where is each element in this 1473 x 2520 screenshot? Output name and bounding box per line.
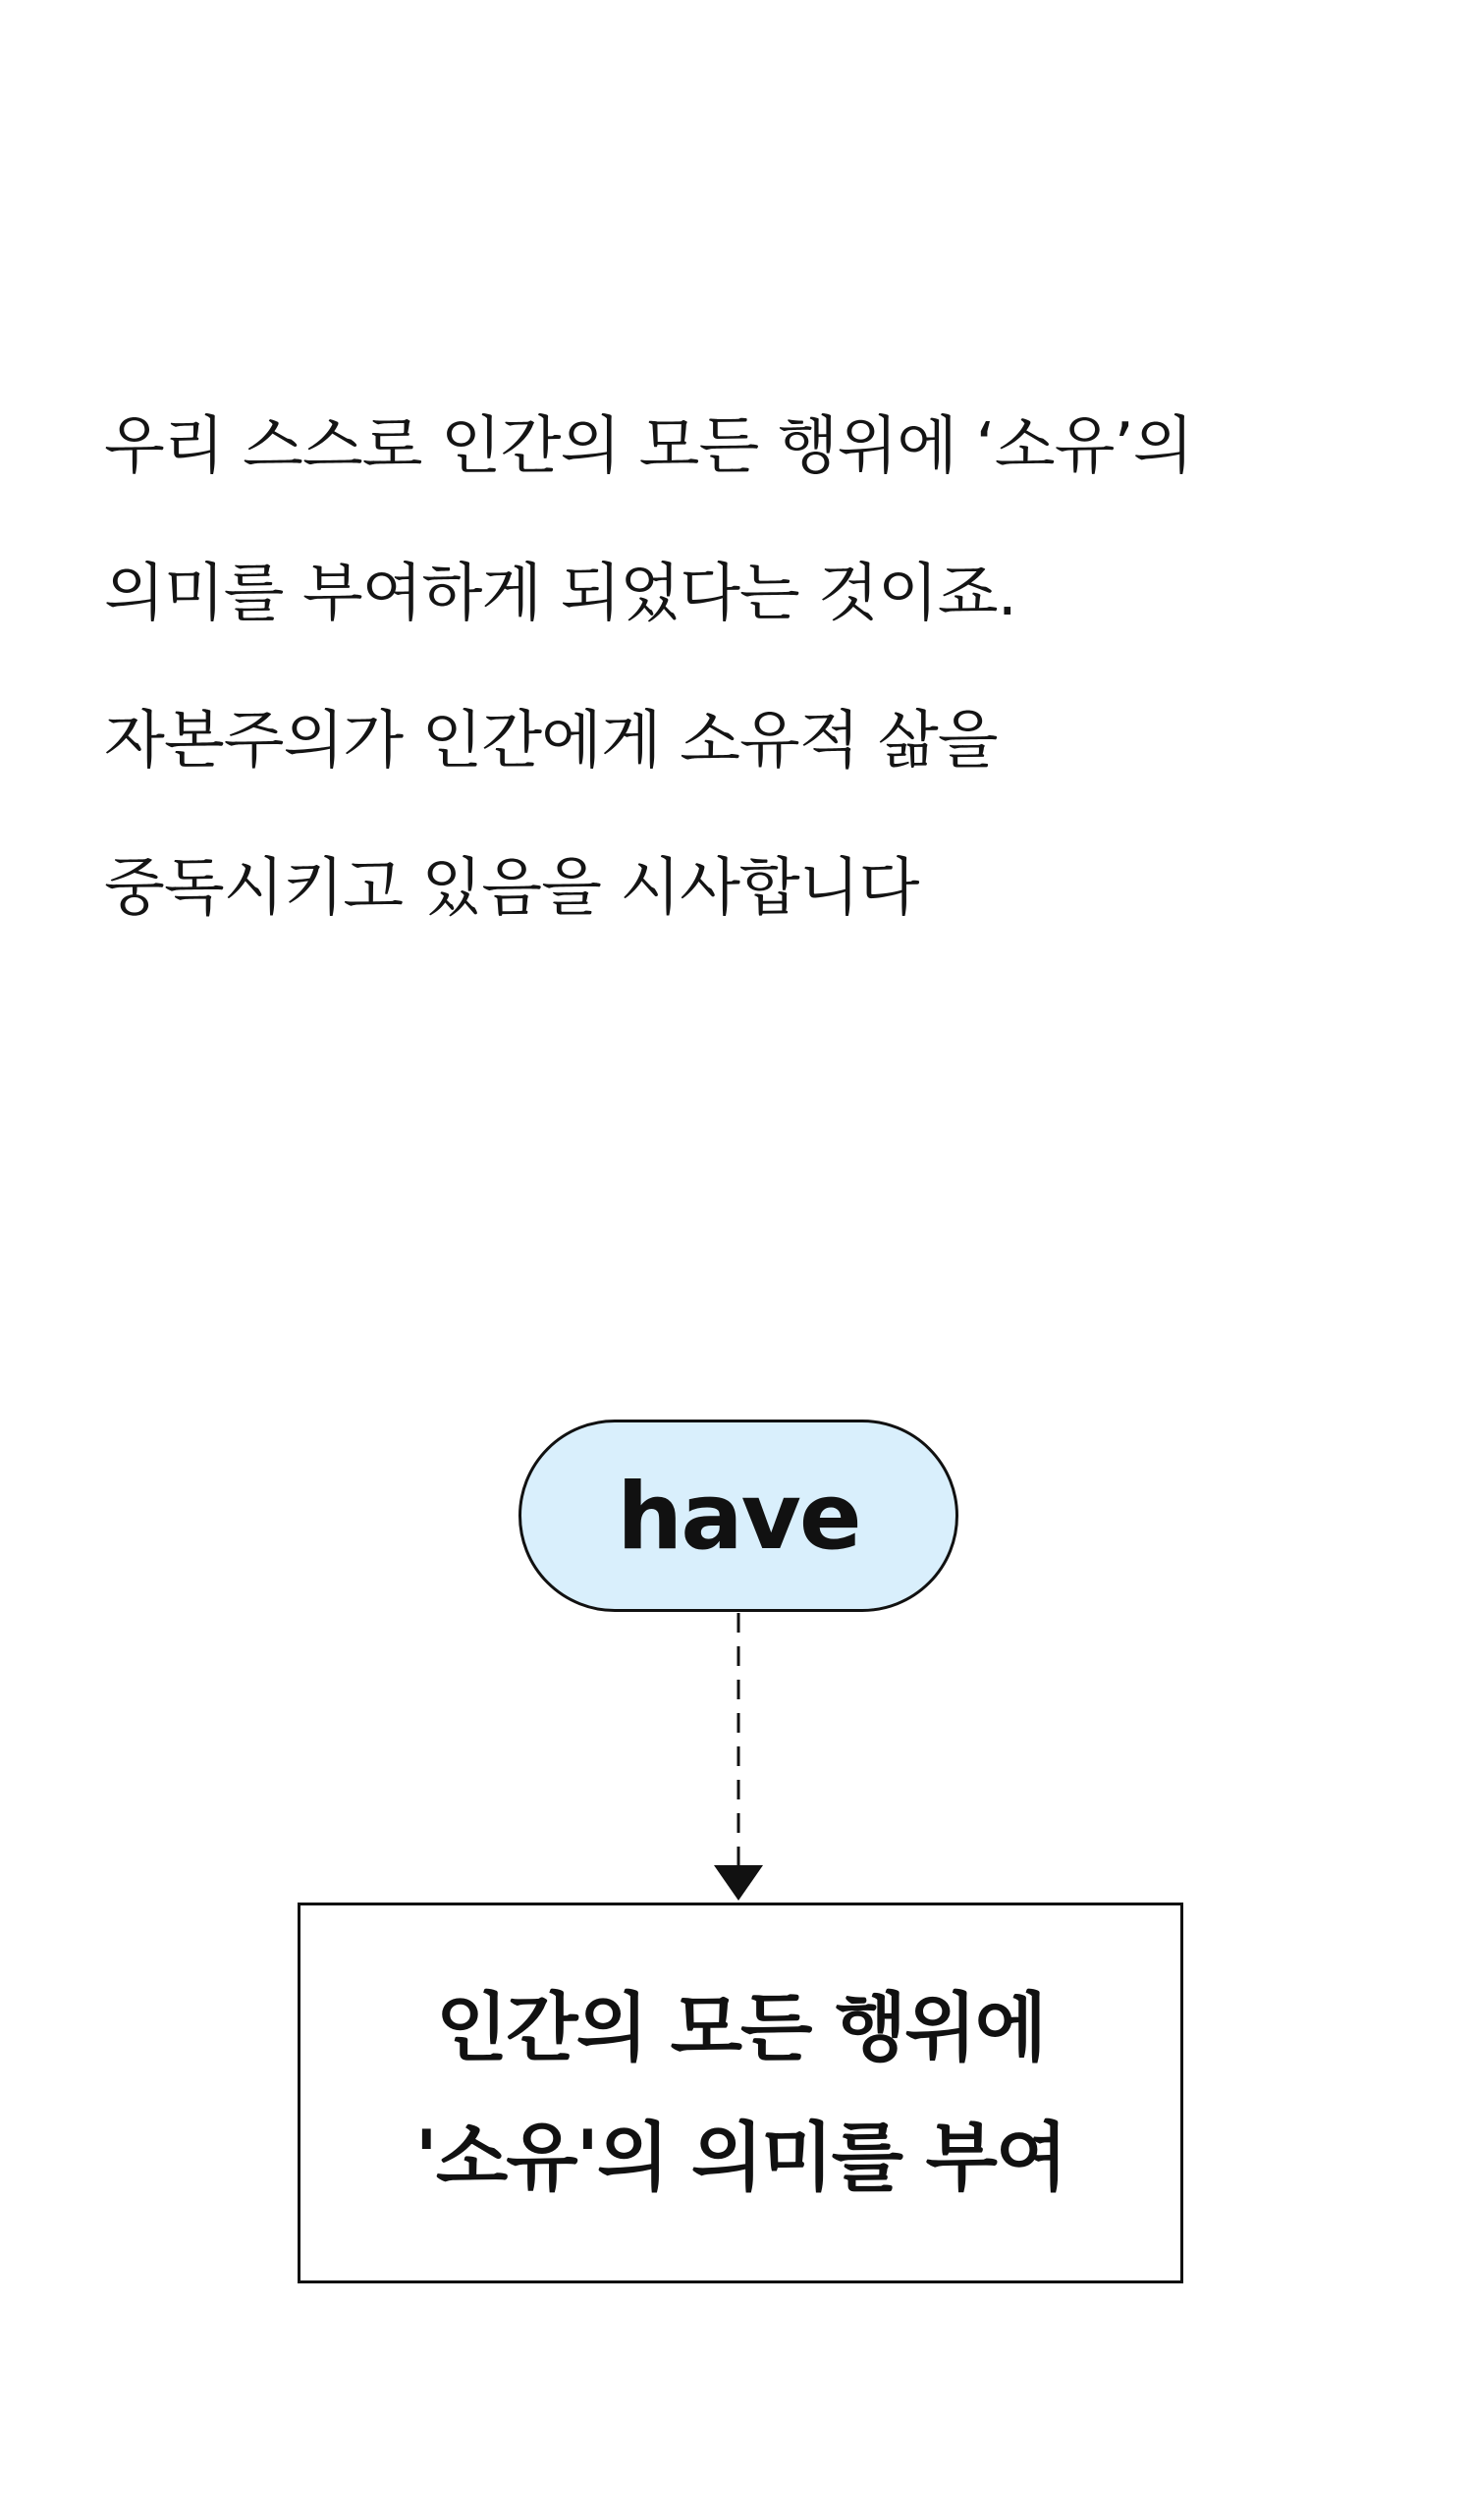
paragraph-line: 의미를 부여하게 되었다는 것이죠. bbox=[104, 558, 1016, 630]
paragraph-line: 우리 스스로 인간의 모든 행위에 ‘소유’의 bbox=[104, 410, 1193, 483]
paragraph-line: 자본주의가 인간에게 소유적 삶을 bbox=[104, 705, 998, 777]
body-paragraph bbox=[104, 373, 1400, 962]
ownership-meaning-line: 인간의 모든 행위에 bbox=[435, 1984, 1046, 2071]
ownership-meaning-line: '소유'의 의미를 부여 bbox=[414, 2114, 1066, 2201]
arrow-down-icon bbox=[714, 1865, 763, 1901]
have-node bbox=[518, 1420, 958, 1612]
ownership-meaning-node bbox=[298, 1903, 1183, 2283]
paragraph-line: 중독시키고 있음을 시사합니다 bbox=[104, 852, 919, 925]
have-node-label: have bbox=[617, 1464, 860, 1571]
